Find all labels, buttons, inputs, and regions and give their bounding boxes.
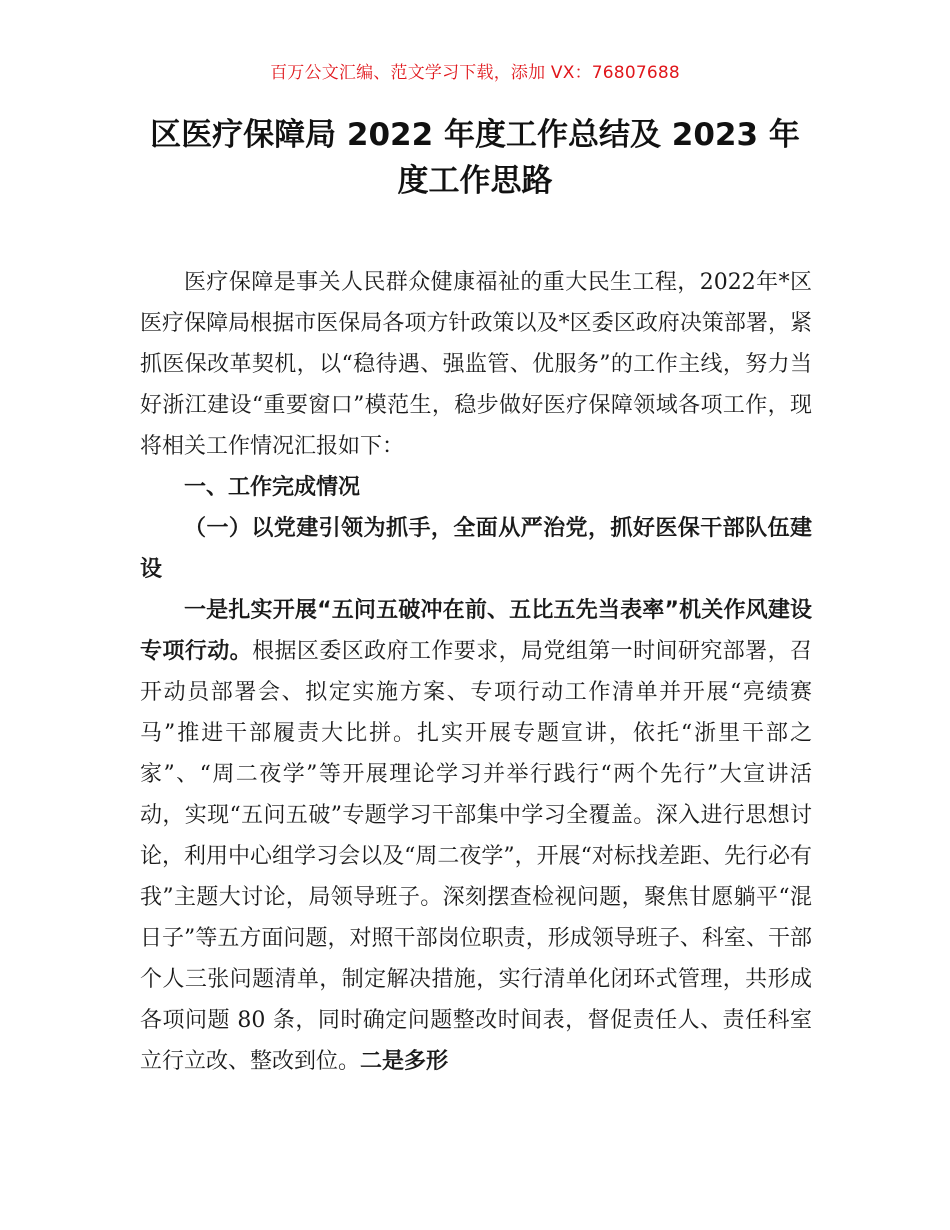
document-title: 区医疗保障局 2022 年度工作总结及 2023 年度工作思路 [150, 117, 800, 199]
paragraph-lead-text-2: 二是多形 [360, 1049, 449, 1074]
paragraph-lead-text: 一是扎实开展“五问五破冲在前、五比五先当表率”机关作风建设专项行动。 [140, 598, 812, 664]
paragraph-body-text: 根据区委区政府工作要求，局党组第一时间研究部署，召开动员部署会、拟定实施方案、专项行动工作清单并开展“亮绩赛马”推进干部履责大比拼。扎实开展专题宣讲，依托“浙里干部之家”、“周二夜学”等开展理论学习并举行践行“两个先行”大宣讲活动，实现“五问五破”专题学习干部集中学习全覆盖。深入进行思想讨论，利用中心组学习会以及“周二夜学”，开展“对标找差距、先行必有我”主题大讨论，局领导班子。深刻摆查检视问题，聚焦甘愿躺平“混日子”等五方面问题，对照干部岗位职责，形成领导班子、科室、干部个人三张问题清单，制定解决措施，实行清单化闭环式管理，共形成各项问题 80 条，同时确定问题整改时间表，督促责任人、责任科室立行立改、整改到位。 [140, 639, 812, 1074]
header-banner: 百万公文汇编、范文学习下载，添加 VX：76807688 [270, 63, 680, 83]
subsection-heading: （一）以党建引领为抓手，全面从严治党，抓好医保干部队伍建设 [140, 516, 812, 582]
section-heading: 一、工作完成情况 [184, 475, 361, 500]
intro-paragraph: 医疗保障是事关人民群众健康福祉的重大民生工程，2022年*区医疗保障局根据市医保局各项方针政策以及*区委区政府决策部署，紧抓医保改革契机，以“稳待遇、强监管、优服务”的工作主线，努力当好浙江建设“重要窗口”模范生，稳步做好医疗保障领域各项工作，现将相关工作情况汇报如下： [140, 270, 812, 459]
document-body [140, 262, 812, 1082]
body-paragraph [140, 590, 812, 1082]
